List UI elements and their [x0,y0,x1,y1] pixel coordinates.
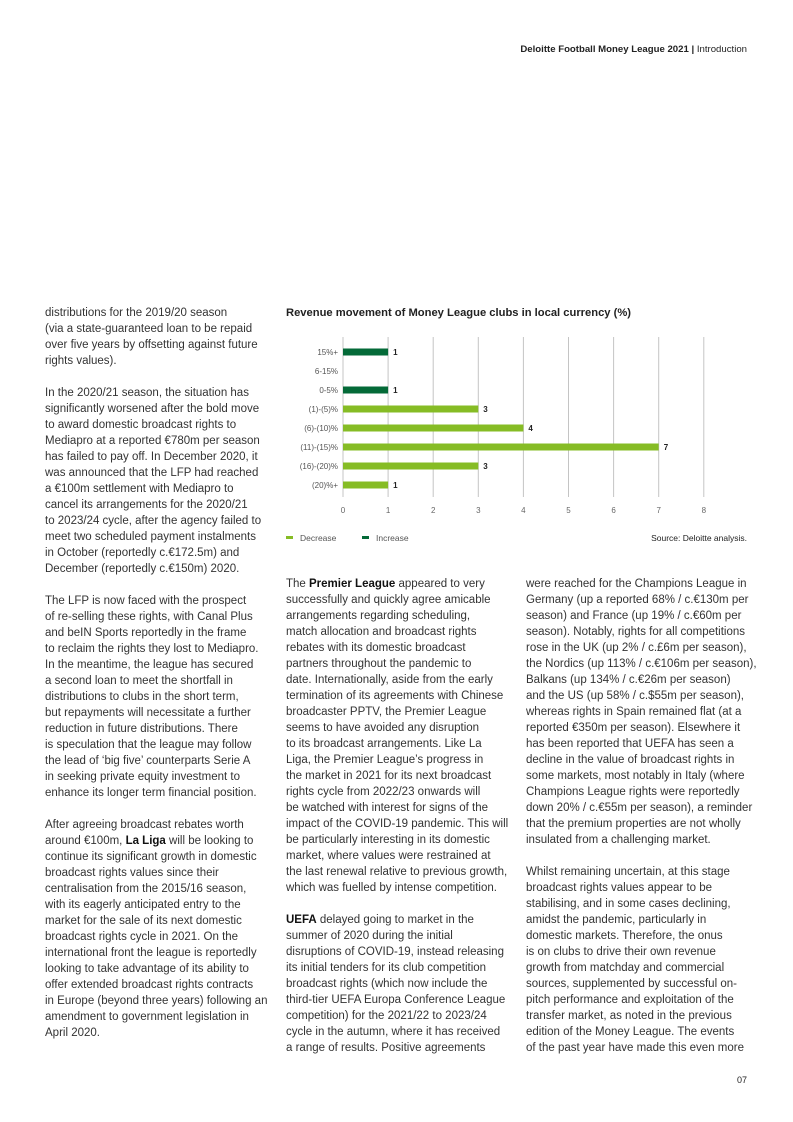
category-label: (6)-(10)% [304,424,338,433]
text-line: a second loan to meet the shortfall in [45,675,233,687]
text-line: market for the sale of its next domestic [45,915,242,927]
text-line: transfer market, as noted in the previous [526,1010,732,1022]
text-line: the market in 2021 for its next broadcast [286,770,492,782]
text-line: cancel its arrangements for the 2020/21 [45,499,248,511]
text-line: the last renewal relative to previous growth, [286,866,508,878]
x-tick-label: 7 [656,506,661,515]
text-line: a range of results. Positive agreements [286,1042,486,1054]
text-line: the Nordics (up 113% / c.€106m per season), [526,658,757,670]
text-line: meet two scheduled payment instalments [45,531,256,543]
paragraph [45,817,277,1041]
text-line: seems to have avoided any disruption [286,722,480,734]
text-line: broadcast rights (which now include the [286,978,488,990]
text-line: insulated from a challenging market. [526,834,711,846]
bold-term: UEFA [286,914,317,926]
text-line: After agreeing broadcast rebates worth [45,819,244,831]
text-line: international front the league is reportedly [45,947,257,959]
text-line: and beIN Sports reportedly in the frame [45,627,247,639]
text-line: broadcast rights cycle in 2021. On the [45,931,239,943]
text-segment: The [286,578,310,590]
text-line: reported €350m per season). Elsewhere it [526,722,741,734]
text-line: third-tier UEFA Europa Conference League [286,994,506,1006]
paragraph [286,576,518,896]
text-line: broadcast rights values appear to be [526,882,713,894]
text-line: amidst the pandemic, particularly in [526,914,707,926]
text-line: to reclaim the rights they lost to Mediapro. [45,643,259,655]
text-line: rights cycle from 2022/23 onwards will [286,786,481,798]
bar-value-label: 3 [483,405,488,414]
text-line: decline in the value of broadcast rights in [526,754,735,766]
text-line: In the meantime, the league has secured [45,659,254,671]
legend-swatch-decrease [286,536,293,539]
legend-label-decrease: Decrease [300,533,337,543]
running-header [520,43,747,57]
text-line: significantly worsened after the bold move [45,403,260,415]
bar-value-label: 7 [663,443,669,452]
text-line: down 20% / c.€55m per season), a reminder [526,802,753,814]
text-line [286,912,518,928]
text-line: Whilst remaining uncertain, at this stage [526,866,730,878]
text-line: over five years by offsetting against future [45,339,258,351]
text-line: continue its significant growth in domestic [45,851,257,863]
x-tick-label: 4 [521,506,526,515]
text-line: to 2023/24 cycle, after the agency failed to [45,515,262,527]
text-line: but repayments will necessitate a further [45,707,251,719]
text-line: be watched with interest for signs of the [286,802,488,814]
text-line: whereas rights in Spain remained flat (at a [526,706,742,718]
text-line: has been reported that UEFA has seen a [526,738,734,750]
text-line: broadcast rights values since their [45,867,219,879]
text-line: in Europe (beyond three years) following an [45,995,268,1007]
x-tick-label: 5 [566,506,571,515]
category-label: (16)-(20)% [299,462,338,471]
bar-value-label: 4 [528,424,533,433]
x-tick-label: 1 [385,506,391,515]
text-line: were reached for the Champions League in [526,578,747,590]
text-line: Champions League rights were reportedly [526,786,740,798]
text-line: pitch performance and exploitation of the [526,994,734,1006]
category-label: 6-15% [314,367,338,376]
text-line: In the 2020/21 season, the situation has [45,387,249,399]
text-line: (via a state-guaranteed loan to be repaid [45,323,253,335]
bar-decrease [343,444,659,451]
text-line: to award domestic broadcast rights to [45,419,237,431]
text-segment: appeared to very [395,578,485,590]
text-line: with its eagerly anticipated entry to the [45,899,241,911]
text-line: looking to take advantage of its ability to [45,963,249,975]
bar-decrease [343,406,478,413]
text-segment: will be looking to [165,835,254,847]
text-line: be particularly interesting in its domestic [286,834,490,846]
category-label: 15%+ [317,348,338,357]
legend-label-increase: Increase [376,533,409,543]
text-line: December (reportedly c.€150m) 2020. [45,563,240,575]
text-segment: around €100m, [45,835,126,847]
text-line [286,576,518,592]
text-line: domestic markets. Therefore, the onus [526,930,723,942]
text-line: summer of 2020 during the initial [286,930,453,942]
bar-decrease [343,482,388,489]
text-line: some markets, most notably in Italy (where [526,770,745,782]
bar-increase [343,349,388,356]
text-line: in seeking private equity investment to [45,771,240,783]
text-line: and the US (up 58% / c.$55m per season), [526,690,744,702]
category-label: (1)-(5)% [308,405,338,414]
text-line: which was fuelled by intense competition. [286,882,497,894]
text-line: distributions to clubs in the short term, [45,691,239,703]
text-line: market, where values were restrained at [286,850,491,862]
paragraph [45,593,277,801]
x-tick-label: 0 [340,506,346,515]
paragraph [526,864,758,1056]
chart-legend [286,531,486,545]
text-line: arrangements regarding scheduling, [286,610,471,622]
text-line: centralisation from the 2015/16 season, [45,883,247,895]
category-label: 0-5% [319,386,338,395]
x-tick-label: 6 [611,506,616,515]
text-line: Germany (up a reported 68% / c.€130m per [526,594,749,606]
header-separator: | [691,44,695,55]
x-tick-label: 2 [430,506,436,515]
paragraph [286,912,518,1056]
text-line: impact of the COVID-19 pandemic. This will [286,818,509,830]
text-line: date. Internationally, aside from the early [286,674,493,686]
text-line: match allocation and broadcast rights [286,626,477,638]
section-name: Introduction [696,44,747,55]
right-text-column [526,576,758,1056]
text-line: partners throughout the pandemic to [286,658,472,670]
text-line: that the premium properties are not wholly [526,818,741,830]
text-segment: delayed going to market in the [316,914,474,926]
text-line: season). Notably, rights for all competitions [526,626,746,638]
text-line: broadcaster PPTV, the Premier League [286,706,487,718]
text-line: rights values). [45,355,117,367]
text-line: the lead of ‘big five’ counterparts Serie A [45,755,251,767]
middle-text-column [286,576,518,1056]
text-line [45,833,277,849]
text-line: Liga, the Premier League’s progress in [286,754,484,766]
text-line: has failed to pay off. In December 2020, it [45,451,258,463]
text-line: was announced that the LFP had reached [45,467,259,479]
text-line: April 2020. [45,1027,100,1039]
category-label: (11)-(15)% [300,443,338,452]
text-line: is speculation that the league may follow [45,739,252,751]
text-line: distributions for the 2019/20 season [45,307,228,319]
paragraph [45,385,277,577]
page-number: 07 [736,1075,747,1085]
text-line: of the past year have made this even more [526,1042,744,1054]
report-title: Deloitte Football Money League 2021 [520,44,689,55]
chart-source-note: Source: Deloitte analysis. [651,533,747,543]
x-tick-label: 3 [476,506,481,515]
paragraph [526,576,758,848]
bar-value-label: 1 [393,348,398,357]
text-line: to its broadcast arrangements. Like La [286,738,482,750]
bar-decrease [343,463,478,470]
bold-term: Premier League [309,578,396,590]
bar-value-label: 3 [483,462,488,471]
text-line: is on clubs to drive their own revenue [526,946,716,958]
text-line: growth from matchday and commercial [526,962,725,974]
text-line: reduction in future distributions. There [45,723,238,735]
bar-decrease [343,425,523,432]
bar-increase [343,387,388,394]
text-line: disruptions of COVID-19, instead releasing [286,946,504,958]
text-line: edition of the Money League. The events [526,1026,735,1038]
legend-item-increase [362,531,409,545]
text-line: cycle in the autumn, where it has received [286,1026,501,1038]
text-line: stabilising, and in some cases declining, [526,898,731,910]
bar-value-label: 1 [393,481,398,490]
category-label: (20)%+ [311,481,338,490]
text-line: of re-selling these rights, with Canal Plus [45,611,253,623]
text-line: rebates with its domestic broadcast [286,642,466,654]
text-line: a €100m settlement with Mediapro to [45,483,234,495]
text-line: season) and France (up 19% / c.€60m per [526,610,742,622]
text-line: rose in the UK (up 2% / c.£6m per season), [526,642,747,654]
text-line: Mediapro at a reported €780m per season [45,435,260,447]
left-text-column [45,305,277,1041]
text-line: sources, supplemented by successful on- [526,978,737,990]
text-line: termination of its agreements with Chinese [286,690,504,702]
x-tick-label: 8 [701,506,707,515]
text-line: its initial tenders for its club competition [286,962,487,974]
text-line: competition) for the 2021/22 to 2023/24 [286,1010,487,1022]
legend-swatch-increase [362,536,369,539]
text-line: amendment to government legislation in [45,1011,249,1023]
bar-value-label: 1 [393,386,398,395]
text-line: in October (reportedly c.€172.5m) and [45,547,240,559]
paragraph [45,305,277,369]
bold-term: La Liga [125,835,166,847]
text-line: successfully and quickly agree amicable [286,594,491,606]
legend-item-decrease [286,531,336,545]
revenue-movement-bar-chart [286,330,756,520]
text-line: enhance its longer term financial position. [45,787,257,799]
text-line: offer extended broadcast rights contracts [45,979,254,991]
text-line: The LFP is now faced with the prospect [45,595,247,607]
text-line: Balkans (up 134% / c.€26m per season) [526,674,731,686]
chart-title: Revenue movement of Money League clubs in local currency (%) [286,307,632,319]
